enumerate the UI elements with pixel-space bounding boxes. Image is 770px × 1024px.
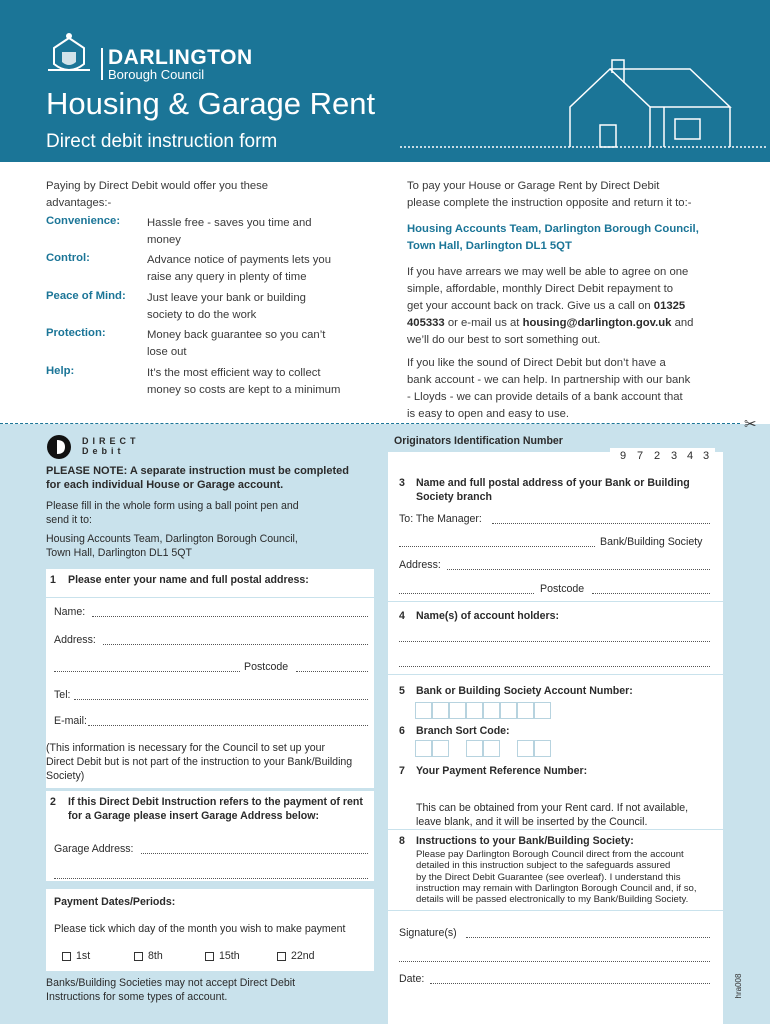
signature-line-2-field[interactable] xyxy=(399,960,710,962)
page-title: Housing & Garage Rent xyxy=(46,86,376,121)
section-8-heading: Instructions to your Bank/Building Society: xyxy=(416,835,634,847)
originator-id: 9 7 2 3 4 3 xyxy=(610,448,715,466)
direct-debit-wordmark: DIRECT Debit xyxy=(82,436,140,456)
intro-lead: Paying by Direct Debit would offer you these advantages:- xyxy=(46,180,269,209)
cut-line xyxy=(0,423,740,424)
bank-address-field[interactable] xyxy=(447,568,710,570)
section-3-number: 3 xyxy=(399,477,405,489)
phone-number: 01325 xyxy=(653,300,686,312)
section-7-heading: Your Payment Reference Number: xyxy=(416,765,588,777)
brand-name: DARLINGTON xyxy=(108,46,253,69)
bank-society-label: Bank/Building Society xyxy=(600,536,703,548)
day-option-8th[interactable]: 8th xyxy=(134,949,163,963)
address-label: Address: xyxy=(54,634,96,646)
originator-label: Originators Identification Number xyxy=(394,435,563,447)
tel-label: Tel: xyxy=(54,689,71,701)
page-subtitle: Direct debit instruction form xyxy=(46,131,278,152)
section-2-number: 2 xyxy=(50,796,56,808)
email-link[interactable]: housing@darlington.gov.uk xyxy=(522,317,672,329)
day-option-1st[interactable]: 1st xyxy=(62,949,90,963)
account-holders-field[interactable] xyxy=(399,640,710,642)
name-field[interactable] xyxy=(92,615,368,617)
email-field[interactable] xyxy=(88,724,368,726)
brand-divider xyxy=(101,48,103,80)
section-6-heading: Branch Sort Code: xyxy=(416,725,510,737)
banks-disclaimer: Banks/Building Societies may not accept Direct Debit Instructions for some types of account. xyxy=(46,977,296,1003)
form-code: hra008 xyxy=(734,973,743,999)
postcode-field[interactable] xyxy=(296,670,368,672)
manager-label: To: The Manager: xyxy=(399,513,482,525)
reference-note: This can be obtained from your Rent card. If not available, leave blank, and it will be inserted by the Council. xyxy=(416,802,689,828)
return-address: Housing Accounts Team, Darlington Borough Council, Town Hall, Darlington DL1 5QT xyxy=(407,223,699,252)
section-2-heading: If this Direct Debit Instruction refers to the payment of rent for a Garage please insert Garage Address below: xyxy=(68,796,363,822)
account-number-boxes[interactable] xyxy=(388,700,723,720)
fill-instructions: Please fill in the whole form using a ball point pen and send it to: xyxy=(46,500,299,526)
house-outline-icon xyxy=(400,55,770,165)
manager-field[interactable] xyxy=(492,522,710,524)
signature-field[interactable] xyxy=(466,936,710,938)
checkbox-icon xyxy=(134,952,143,961)
bank-instruction-text: Please pay Darlington Borough Council direct from the account detailed in this instruction subject to the safeguards assured by the Direct Debit Guarantee (see overleaf). I understand this instruction may remain with Darlington Borough Council and, if so, details will be passed electronically to my Bank/Building Society. xyxy=(416,849,697,906)
section-7-number: 7 xyxy=(399,765,405,777)
checkbox-icon xyxy=(277,952,286,961)
day-option-15th[interactable]: 15th xyxy=(205,949,240,963)
separate-instruction-note: PLEASE NOTE: A separate instruction must be completed for each individual House or Garage account. xyxy=(46,465,349,491)
name-label: Name: xyxy=(54,606,86,618)
information-note: (This information is necessary for the Council to set up your Direct Debit but is not part of the instruction to your Bank/Building Society) xyxy=(46,742,353,782)
date-label: Date: xyxy=(399,973,425,985)
bank-address-label: Address: xyxy=(399,559,441,571)
bank-postcode-label: Postcode xyxy=(540,583,585,595)
section-8-number: 8 xyxy=(399,835,405,847)
address-line-2-field[interactable] xyxy=(54,670,240,672)
divider xyxy=(388,601,723,602)
divider xyxy=(388,674,723,675)
section-4-number: 4 xyxy=(399,610,405,622)
direct-debit-logo-icon xyxy=(46,434,72,460)
council-crest-icon xyxy=(44,30,94,80)
garage-address-line-2-field[interactable] xyxy=(54,877,368,879)
account-holders-line-2-field[interactable] xyxy=(399,665,710,667)
date-field[interactable] xyxy=(430,982,710,984)
checkbox-icon xyxy=(62,952,71,961)
scissors-icon: ✂ xyxy=(744,416,757,433)
divider xyxy=(388,910,723,911)
signature-label: Signature(s) xyxy=(399,927,457,939)
tel-field[interactable] xyxy=(74,698,368,700)
garage-address-label: Garage Address: xyxy=(54,843,134,855)
checkbox-icon xyxy=(205,952,214,961)
divider xyxy=(388,829,723,830)
payment-dates-label: Payment Dates/Periods: xyxy=(54,896,176,908)
brand-subtitle: Borough Council xyxy=(108,67,205,82)
send-address: Housing Accounts Team, Darlington Borough Council, Town Hall, Darlington DL1 5QT xyxy=(46,533,298,559)
email-label: E-mail: xyxy=(54,715,87,727)
postcode-label: Postcode xyxy=(244,661,289,673)
bank-address-line-2-field[interactable] xyxy=(399,592,534,594)
section-4-heading: Name(s) of account holders: xyxy=(416,610,560,622)
address-field[interactable] xyxy=(103,643,368,645)
day-option-22nd[interactable]: 22nd xyxy=(277,949,315,963)
section-1-header: 1 Please enter your name and full postal address: xyxy=(46,569,374,597)
sort-code-boxes[interactable] xyxy=(388,738,723,758)
info-column: To pay your House or Garage Rent by Direct Debit please complete the instruction opposite and return it to:- Housing Accounts Team, Darlington Borough Council, Town Hall, Darlington DL1 5QT If you have arrears we may well be able to agree on one simple, affordable, monthly Direct Debit repayment to get your account back on track. Give us a call on 01325 405333 or e-mail us at housing@darlington.gov.uk and we’ll do our best to sort something out. If you like the sound of Direct Debit but don’t have a bank account - we can help. In partnership with our bank - Lloyds - we can provide details of a bank account that is easy to open and easy to use. xyxy=(407,178,737,423)
bank-name-field[interactable] xyxy=(399,545,595,547)
section-5-number: 5 xyxy=(399,685,405,697)
section-3-heading: Name and full postal address of your Bank or Building Society branch xyxy=(416,477,690,503)
garage-address-field[interactable] xyxy=(141,852,368,854)
tick-instruction: Please tick which day of the month you wish to make payment xyxy=(54,923,346,935)
bank-postcode-field[interactable] xyxy=(592,592,710,594)
reference-number-field[interactable] xyxy=(388,780,723,798)
section-5-heading: Bank or Building Society Account Number: xyxy=(416,685,633,697)
section-6-number: 6 xyxy=(399,725,405,737)
